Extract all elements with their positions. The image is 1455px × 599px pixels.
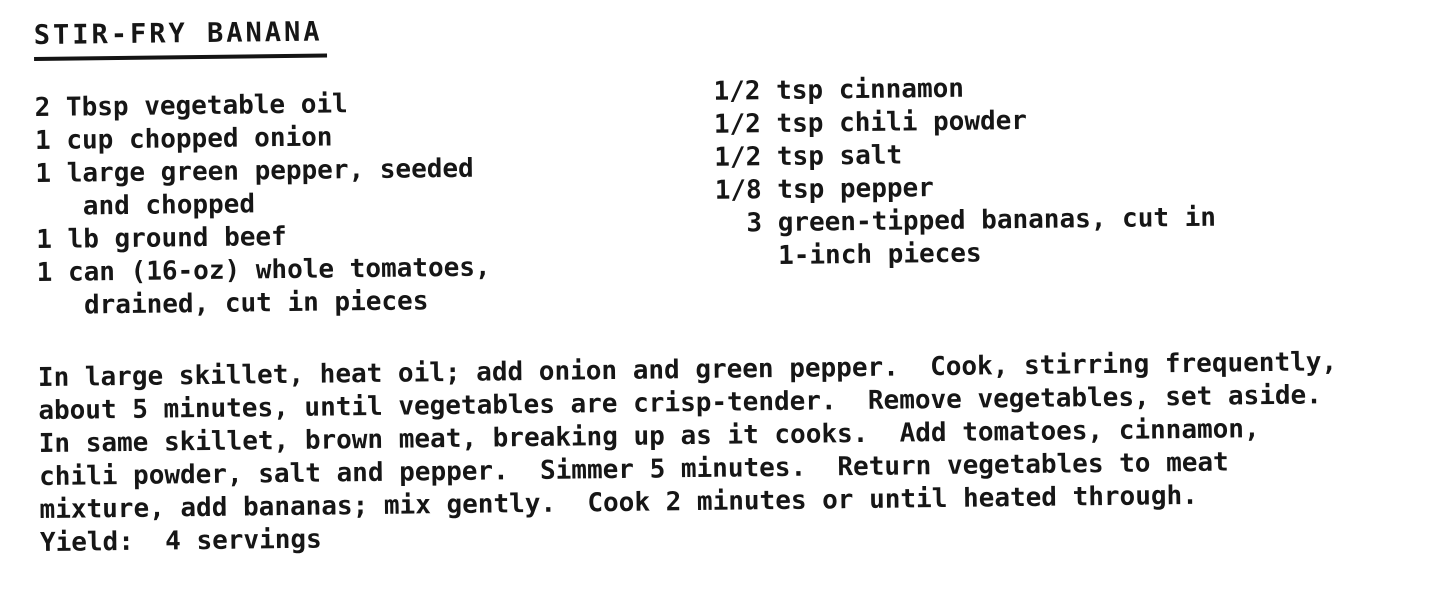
instruction-line: about 5 minutes, until vegetables are crisp-tender. Remove vegetables, set aside. [38, 380, 1323, 427]
ingredient-line: 1 can (16-oz) whole tomatoes, [36, 252, 491, 289]
recipe-title: STIR-FRY BANANA [34, 16, 327, 61]
ingredient-line-continuation: 1-inch pieces [715, 238, 982, 272]
instruction-line: In same skillet, brown meat, breaking up as it cooks. Add tomatoes, cinnamon, [38, 414, 1260, 460]
ingredient-line: 1/2 tsp chili powder [713, 105, 1028, 140]
ingredient-line: 2 Tbsp vegetable oil [34, 89, 348, 124]
ingredients-column-left [34, 87, 491, 324]
ingredients-section [0, 73, 1452, 322]
ingredient-line-continuation: drained, cut in pieces [36, 286, 429, 322]
ingredient-line: 1/2 tsp salt [714, 140, 903, 173]
instruction-line: chili powder, salt and pepper. Simmer 5 minutes. Return vegetables to meat [38, 447, 1229, 493]
ingredient-line: 1 cup chopped onion [34, 122, 333, 157]
ingredient-line: 1/2 tsp cinnamon [713, 73, 965, 107]
instruction-line: In large skillet, heat oil; add onion and green pepper. Cook, stirring frequently, [37, 347, 1338, 394]
ingredient-line-continuation: and chopped [35, 189, 256, 223]
instruction-line: mixture, add bananas; mix gently. Cook 2 minutes or until heated through. [39, 480, 1199, 526]
ingredient-line: 1 lb ground beef [36, 221, 287, 256]
ingredients-column-right [713, 70, 1216, 274]
ingredient-line: 1 large green pepper, seeded [35, 153, 474, 190]
ingredient-line: 3 green-tipped bananas, cut in [714, 202, 1217, 239]
ingredient-line: 1/8 tsp pepper [714, 173, 935, 206]
instructions-section [38, 346, 1340, 560]
yield-line: Yield: 4 servings [39, 524, 322, 559]
